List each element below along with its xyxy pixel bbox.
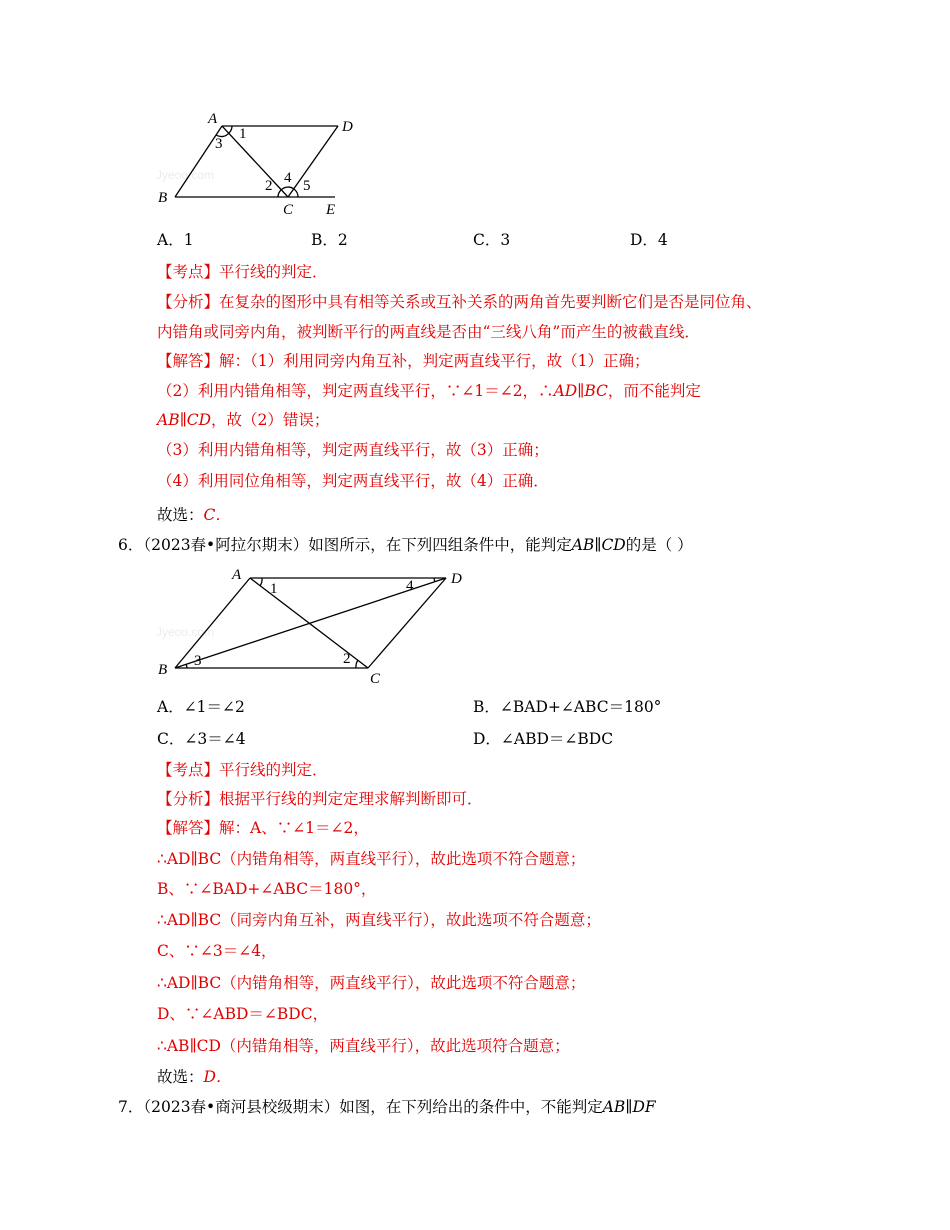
angle-arc-4 (281, 187, 294, 190)
q6-fenxi: 【分析】根据平行线的判定定理求解判断即可． (157, 790, 483, 808)
q5-jieda-line4: （3）利用内错角相等，判定两直线平行，故（3）正确； (157, 441, 549, 459)
q5-option-c: C．3 (473, 231, 511, 249)
q6-jieda-line8: ∴AB∥CD（内错角相等，两直线平行），故此选项符合题意； (157, 1037, 570, 1055)
q6-jieda-line1: 【解答】解：A、∵∠1＝∠2， (157, 819, 369, 837)
segment-AB (175, 578, 250, 668)
q6-jieda-line2: ∴AD∥BC（内错角相等，两直线平行），故此选项不符合题意； (157, 850, 586, 868)
q5-option-b: B．2 (311, 231, 348, 249)
segment-AC (222, 126, 288, 197)
angle-label-2: 2 (265, 178, 273, 194)
angle-label-1: 1 (270, 581, 278, 597)
q6-jieda-line5: C、∵∠3＝∠4， (157, 942, 277, 960)
q5-jieda-line2-tail: ，而不能判定 (607, 382, 701, 400)
angle-label-3: 3 (194, 653, 202, 669)
q7-stem-text: 7．（2023春•商河县校级期末）如图，在下列给出的条件中，不能判定 (118, 1098, 603, 1116)
angle-arc-2 (278, 190, 281, 197)
q5-jieda-line2-math: AD∥BC (553, 382, 608, 400)
q6-answer (157, 1067, 231, 1087)
q5-jieda-line2 (157, 381, 701, 401)
q5-answer-prefix: 故选： (157, 506, 204, 524)
angle-label-4: 4 (284, 170, 292, 186)
q6-option-b: B．∠BAD+∠ABC＝180° (473, 698, 662, 716)
q5-option-a: A．1 (157, 231, 194, 249)
q6-stem-math: AB∥CD (571, 536, 626, 554)
q5-option-d: D．4 (630, 231, 668, 249)
q5-jieda-line3-text: ，故（2）错误； (211, 411, 330, 429)
point-label-D: D (451, 571, 462, 587)
watermark: Jyeoo.com (156, 168, 215, 182)
figure-q6 (150, 562, 475, 692)
point-label-D: D (342, 119, 353, 135)
q7-stem (118, 1097, 656, 1117)
angle-arc-2 (356, 660, 358, 668)
point-label-A: A (232, 567, 242, 583)
angle-label-4: 4 (406, 578, 414, 594)
point-label-E: E (326, 202, 336, 218)
q6-kaodian: 【考点】平行线的判定． (157, 761, 328, 779)
angle-label-2: 2 (343, 651, 351, 667)
q5-jieda-line3-math: AB∥CD (157, 411, 212, 429)
q5-kaodian: 【考点】平行线的判定． (157, 263, 328, 281)
figure-q5 (150, 105, 370, 220)
q6-jieda-line3: B、∵∠BAD+∠ABC＝180°， (157, 880, 377, 898)
watermark: Jyeoo.com (156, 625, 215, 639)
q5-jieda-line2-text: （2）利用内错角相等，判定两直线平行，∵∠1＝∠2，∴ (157, 382, 554, 400)
point-label-B: B (158, 662, 168, 678)
q5-answer (157, 505, 231, 525)
angle-arc-1 (260, 578, 262, 586)
point-label-C: C (370, 671, 381, 687)
q6-answer-prefix: 故选： (157, 1068, 204, 1086)
q6-option-d: D．∠ABD＝∠BDC (473, 730, 614, 748)
angle-arc-5 (294, 189, 298, 197)
q6-option-c: C．∠3＝∠4 (157, 730, 246, 748)
angle-label-5: 5 (303, 178, 311, 194)
q7-stem-math: AB∥DF (602, 1098, 656, 1116)
q5-fenxi-line1: 【分析】在复杂的图形中具有相等关系或互补关系的两角首先要判断它们是否是同位角、 (157, 293, 762, 311)
q5-jieda-line1: 【解答】解：（1）利用同旁内角互补，判定两直线平行，故（1）正确； (157, 352, 650, 370)
q5-jieda-line3 (157, 410, 329, 430)
angle-label-3: 3 (215, 136, 223, 152)
q5-answer-value: C． (203, 506, 231, 524)
q5-jieda-line5: （4）利用同位角相等，判定两直线平行，故（4）正确． (157, 472, 549, 490)
q6-stem (118, 535, 693, 555)
q6-option-a: A．∠1＝∠2 (157, 698, 245, 716)
angle-label-1: 1 (239, 126, 247, 142)
q6-jieda-line7: D、∵∠ABD＝∠BDC， (157, 1005, 329, 1023)
point-label-A: A (208, 111, 218, 127)
q6-stem-tail: 的是（ ） (625, 536, 693, 554)
q6-answer-value: D． (203, 1068, 232, 1086)
q6-jieda-line4: ∴AD∥BC（同旁内角互补，两直线平行），故此选项不符合题意； (157, 911, 601, 929)
point-label-B: B (158, 190, 168, 206)
q6-jieda-line6: ∴AD∥BC（内错角相等，两直线平行），故此选项不符合题意； (157, 974, 586, 992)
q5-fenxi-line2: 内错角或同旁内角，被判断平行的两直线是否由“三线八角”而产生的被截直线． (157, 323, 700, 341)
angle-arc-1 (229, 126, 232, 133)
segment-CD (288, 126, 338, 197)
q6-stem-text: 6．（2023春•阿拉尔期末）如图所示，在下列四组条件中，能判定 (118, 536, 572, 554)
point-label-C: C (283, 202, 294, 218)
